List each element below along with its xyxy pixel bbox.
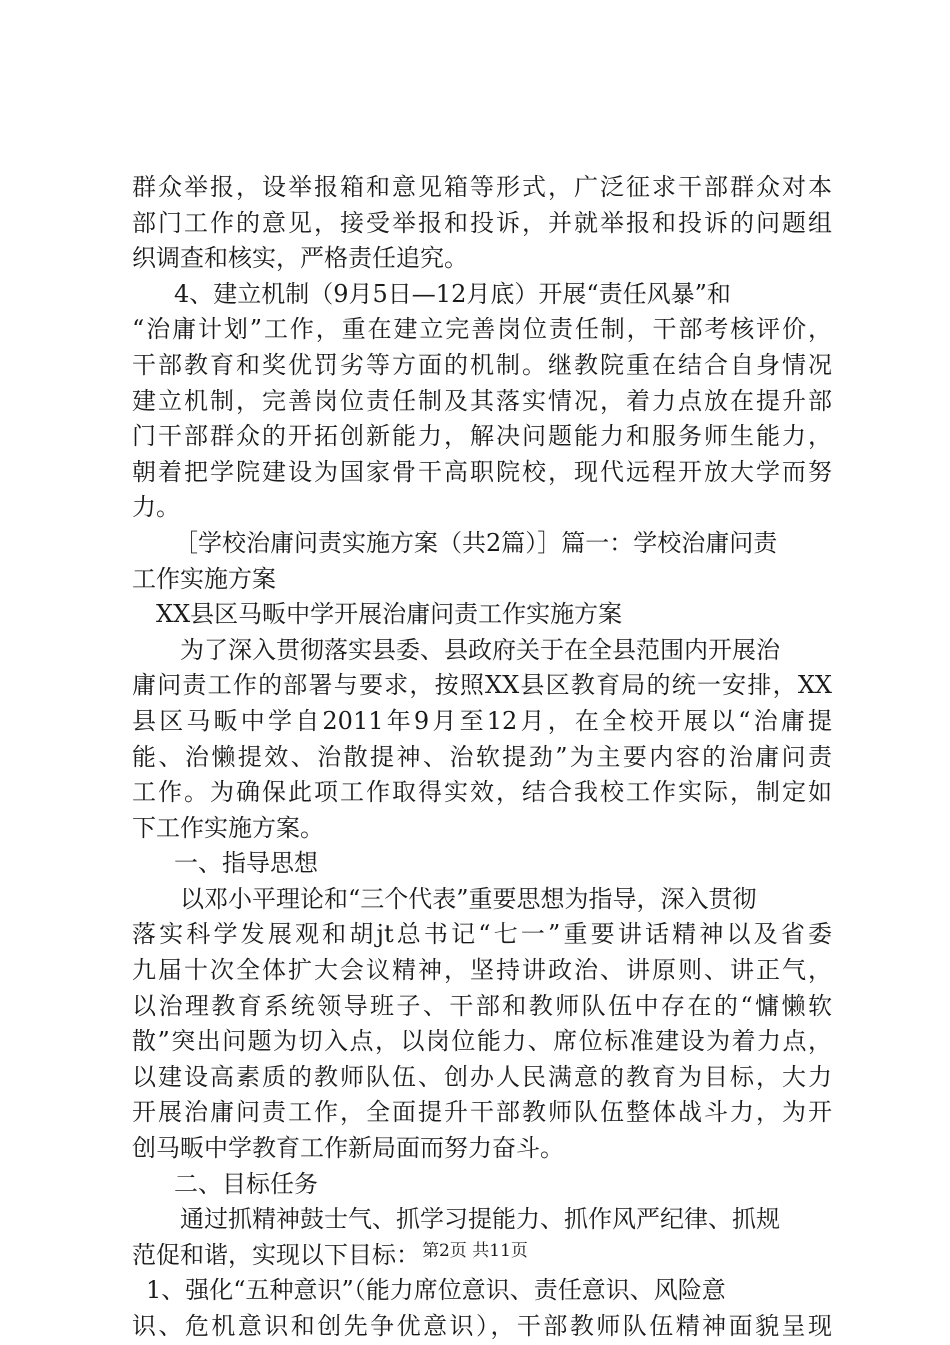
text-line: 力。 (132, 493, 180, 522)
text-line: 织调查和核实，严格责任追究。 (132, 244, 468, 273)
text-line: 开展治庸问责工作，全面提升干部教师队伍整体战斗力，为开 (132, 1098, 832, 1127)
text-line: 部门工作的意见，接受举报和投诉，并就举报和投诉的问题组 (132, 208, 832, 237)
text-line: 九届十次全体扩大会议精神，坚持讲政治、讲原则、讲正气， (132, 956, 832, 985)
text-line: 工作实施方案 (132, 564, 276, 593)
text-line: 4、建立机制（9月5日—12月底）开展“责任风暴”和 (174, 279, 731, 308)
text-line: 建立机制，完善岗位责任制及其落实情况，着力点放在提升部 (132, 386, 832, 415)
document-body (132, 170, 832, 1345)
text-line: XX县区马畈中学开展治庸问责工作实施方案 (156, 600, 623, 629)
text-line: 庸问责工作的部署与要求，按照XX县区教育局的统一安排，XX (132, 671, 832, 700)
text-line: 落实科学发展观和胡jt总书记“七一”重要讲话精神以及省委 (132, 920, 832, 949)
text-line: 工作。为确保此项工作取得实效，结合我校工作实际，制定如 (132, 778, 832, 807)
text-line: 朝着把学院建设为国家骨干高职院校，现代远程开放大学而努 (132, 457, 832, 486)
text-line: 1、强化“五种意识”（能力席位意识、责任意识、风险意 (146, 1276, 726, 1305)
text-line: 通过抓精神鼓士气、抓学习提能力、抓作风严纪律、抓规 (180, 1205, 780, 1234)
section-heading: 二、目标任务 (174, 1169, 318, 1198)
text-line: 识、危机意识和创先争优意识），干部教师队伍精神面貌呈现 (132, 1312, 832, 1340)
text-line: 散”突出问题为切入点，以岗位能力、席位标准建设为着力点， (132, 1027, 832, 1056)
text-line: 干部教育和奖优罚劣等方面的机制。继教院重在结合自身情况 (132, 350, 832, 379)
text-line: 群众举报，设举报箱和意见箱等形式，广泛征求干部群众对本 (132, 173, 832, 201)
text-line: 以邓小平理论和“三个代表”重要思想为指导，深入贯彻 (180, 884, 757, 913)
text-line: 门干部群众的开拓创新能力，解决问题能力和服务师生能力， (132, 422, 832, 451)
text-line: 以建设高素质的教师队伍、创办人民满意的教育为目标，大力 (132, 1062, 832, 1091)
text-line: 以治理教育系统领导班子、干部和教师队伍中存在的“慵懒软 (132, 991, 832, 1020)
text-line: 县区马畈中学自2011年9月至12月，在全校开展以“治庸提 (132, 706, 832, 735)
text-line: ［学校治庸问责实施方案（共2篇）］篇一：学校治庸问责 (174, 528, 778, 557)
text-line: 为了深入贯彻落实县委、县政府关于在全县范围内开展治 (180, 635, 780, 664)
text-line: 创马畈中学教育工作新局面而努力奋斗。 (132, 1134, 564, 1163)
text-line: 范促和谐，实现以下目标： (132, 1240, 420, 1269)
section-heading: 一、指导思想 (174, 849, 318, 878)
text-line: 能、治懒提效、治散提神、治软提劲”为主要内容的治庸问责 (132, 742, 832, 771)
text-line: 下工作实施方案。 (132, 813, 324, 842)
text-line: “治庸计划”工作，重在建立完善岗位责任制，干部考核评价， (132, 315, 832, 344)
page-number-footer: 第2页 共11页 (422, 1241, 528, 1261)
